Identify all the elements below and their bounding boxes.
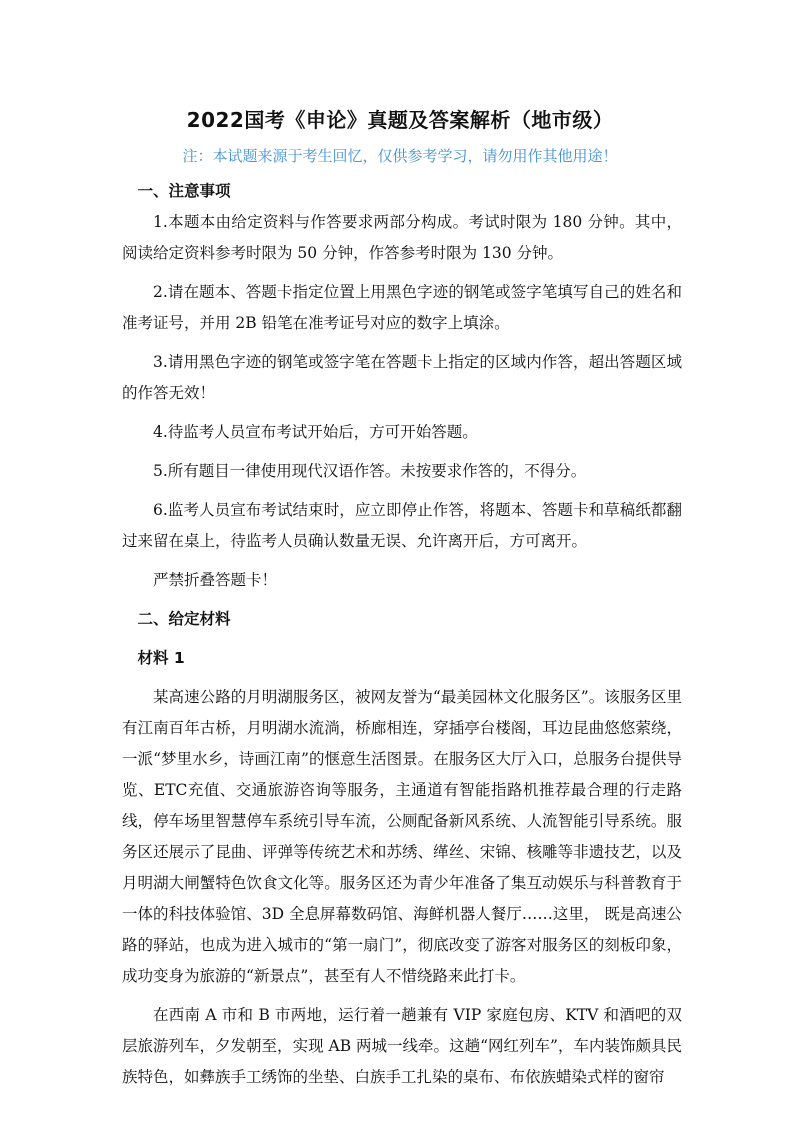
material-paragraph: 在西南 A 市和 B 市两地，运行着一趟兼有 VIP 家庭包房、KTV 和酒吧的双层旅游列车，夕发朝至，实现 AB 两城一线牵。这趟“网红列车”，车内装饰颇具民族特色，如彝族手工绣饰的坐垫、白族手工扎染的桌布、布依族蜡染式样的窗帘 [122, 1006, 682, 1086]
section-heading-materials: 二、给定材料 [137, 610, 231, 628]
warning-text: 严禁折叠答题卡！ [153, 571, 278, 589]
document-body [122, 176, 682, 1093]
notice-item: 6.监考人员宣布考试结束时，应立即停止作答，将题本、答题卡和草稿纸都翻过来留在桌上，待监考人员确认数量无误、允许离开后，方可离开。 [122, 501, 682, 550]
notice-item: 5.所有题目一律使用现代汉语作答。未按要求作答的，不得分。 [153, 462, 587, 480]
notice-item: 3.请用黑色字迹的钢笔或签字笔在答题卡上指定的区域内作答，超出答题区域的作答无效！ [122, 353, 682, 402]
material-paragraph: 某高速公路的月明湖服务区，被网友誉为“最美园林文化服务区”。该服务区里有江南百年古桥，月明湖水流淌，桥廊相连，穿插亭台楼阁，耳边昆曲悠悠萦绕，一派“梦里水乡，诗画江南”的惬意生活图景。在服务区大厅入口，总服务台提供导览、ETC充值、交通旅游咨询等服务，主通道有智能指路机推荐最合理的行走路线，停车场里智慧停车系统引导车流，公厕配备新风系统、人流智能引导系统。服务区还展示了昆曲、评弹等传统艺术和苏绣、缂丝、宋锦、核雕等非遗技艺，以及月明湖大闸蟹特色饮食文化等。服务区还为青少年准备了集互动娱乐与科普教育于一体的科技体验馆、3D 全息屏幕数码馆、海鲜机器人餐厅……这里， 既是高速公路的驿站，也成为进入城市的“第一扇门”，彻底改变了游客对服务区的刻板印象，成功变身为旅游的“新景点”，甚至有人不惜绕路来此打卡。 [122, 688, 682, 985]
source-note: 注：本试题来源于考生回忆，仅供参考学习，请勿用作其他用途！ [182, 147, 618, 165]
notice-item: 4.待监考人员宣布考试开始后，方可开始答题。 [153, 423, 478, 441]
document-title: 2022国考《申论》真题及答案解析（地市级） [186, 108, 614, 132]
notice-item: 1.本题本由给定资料与作答要求两部分构成。考试时限为 180 分钟。其中，阅读给定资料参考时限为 50 分钟，作答参考时限为 130 分钟。 [122, 213, 682, 262]
notice-item: 2.请在题本、答题卡指定位置上用黑色字迹的钢笔或签字笔填写自己的姓名和准考证号，并用 2B 铅笔在准考证号对应的数字上填涂。 [122, 283, 682, 332]
section-heading-notices: 一、注意事项 [137, 182, 231, 200]
material-heading: 材料 1 [137, 649, 185, 667]
